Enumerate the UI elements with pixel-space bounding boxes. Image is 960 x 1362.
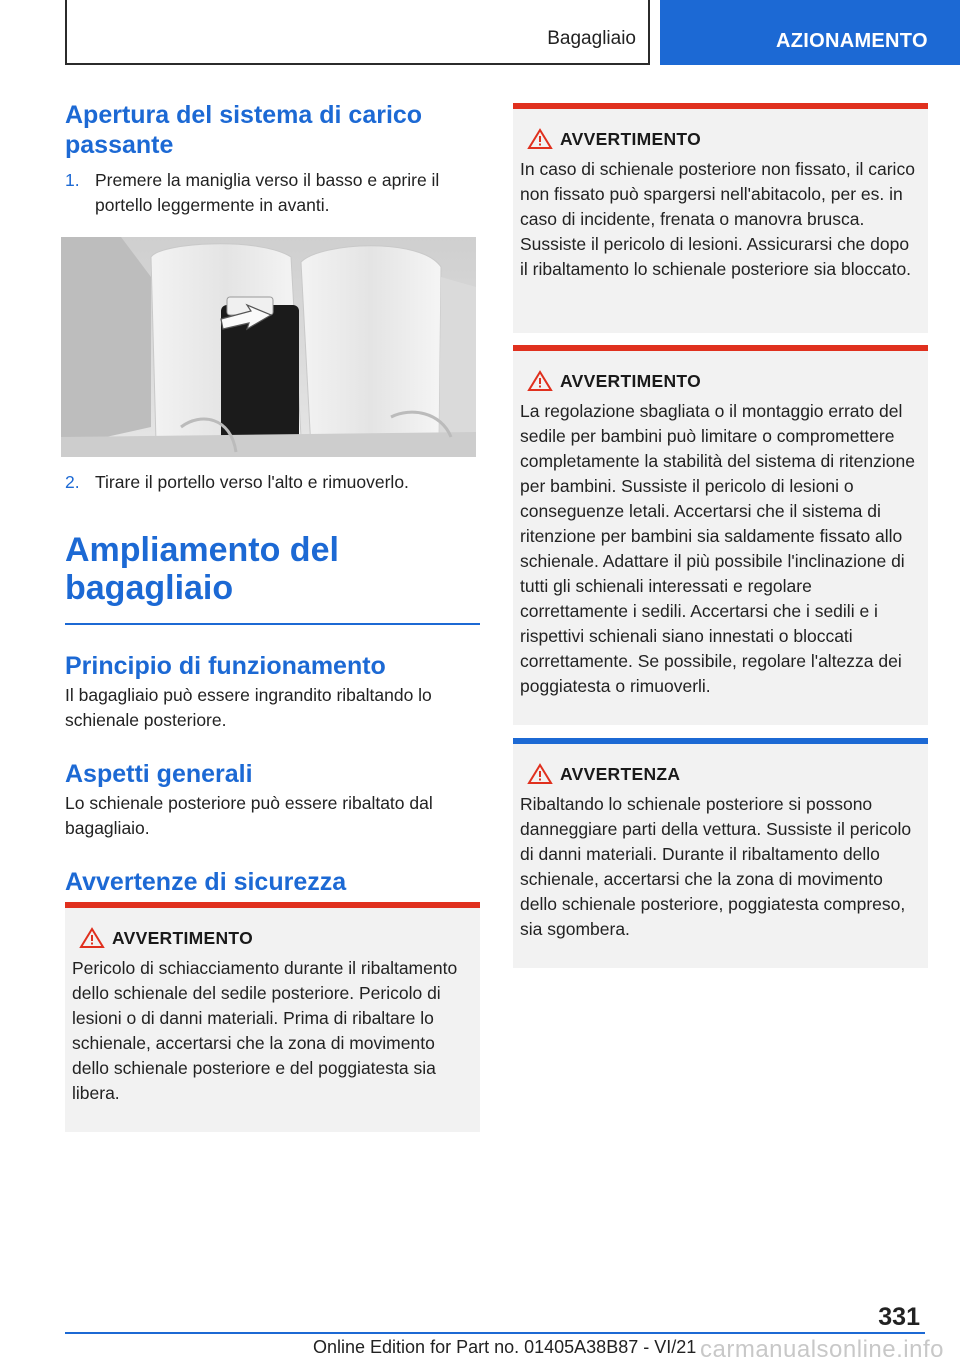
warning-text: Pericolo di schiacciamento durante il ribaltamento dello schienale del sedile posteriore. Pericolo di lesioni o di danni materiali. Prima di ribaltare lo schienale, accertarsi che la zona di movimento dello schienale posteriore e del poggiatesta sia libera.: [72, 958, 458, 1103]
step-1-text: Premere la maniglia verso il basso e aprire il portello leggermente in avanti.: [95, 170, 440, 215]
heading-loading-system: Apertura del sistema di carico passante: [65, 101, 423, 159]
general-text: Lo schienale posteriore può essere ribaltato dal bagagliaio.: [65, 793, 433, 838]
warning-triangle-icon: [527, 763, 553, 785]
warning-title: [72, 926, 472, 950]
warning-text: In caso di schienale posteriore non fissato, il carico non fissato può spargersi nell'abitacolo, per es. in caso di incidente, frenata o manovra brusca. Sussiste il pericolo di lesioni. Assicurarsi che dopo il ribaltamento lo schienale posteriore sia bloccato.: [520, 159, 915, 279]
heading-rule: [65, 623, 480, 625]
warning-box-4: [513, 738, 928, 968]
left-column-lower: [65, 470, 480, 897]
warning-triangle-icon: [79, 927, 105, 949]
warning-title: [520, 127, 920, 151]
warning-box-3: [513, 345, 928, 725]
warning-box-2: [513, 103, 928, 333]
warning-title: [520, 762, 920, 786]
footer-rule: [65, 1332, 925, 1334]
seat-illustration: [61, 237, 476, 457]
warning-title-text: AVVERTIMENTO: [560, 129, 702, 149]
heading-cargo-extension: Ampliamento del bagagliaio: [65, 531, 339, 607]
warning-text: La regolazione sbagliata o il montaggio errato del sedile per bambini può limitare o compromettere completamente la stabilità del sistema di ritenzione per bambini. Sussiste il pericolo di lesioni o conseguenze letali. Accertarsi che il sistema di ritenzione per bambini sia saldamente fissato allo schienale. Adattare il più possibile l'inclinazione di tutti gli schienali interessati e regolare correttamente i sedili. Accertarsi che i sedili e i rispettivi schienali siano innestati o bloccati correttamente. Se possibile, regolare l'altezza dei poggiatesta o rimuoverli.: [520, 401, 915, 696]
warning-title-text: AVVERTENZA: [560, 764, 681, 784]
header-frame: [65, 0, 650, 65]
warning-triangle-icon: [527, 370, 553, 392]
header-chapter-tab: AZIONAMENTO: [660, 0, 960, 65]
step-2: [65, 470, 480, 495]
warning-title: [520, 369, 920, 393]
step-1: [65, 168, 480, 218]
step-2-text: Tirare il portello verso l'alto e rimuoverlo.: [95, 472, 409, 492]
left-column: [65, 100, 480, 218]
heading-safety: Avvertenze di sicurezza: [65, 868, 347, 896]
warning-title-text: AVVERTIMENTO: [112, 928, 254, 948]
principle-text: Il bagagliaio può essere ingrandito ribaltando lo schienale posteriore.: [65, 685, 432, 730]
footer-watermark: carmanualsonline.info: [700, 1336, 944, 1362]
warning-text: Ribaltando lo schienale posteriore si possono danneggiare parti della vettura. Sussiste il pericolo di danni materiali. Durante il ribaltamento dello schienale, accertarsi che la zona di movimento dello schienale posteriore, poggiatesta compreso, sia sgombera.: [520, 794, 912, 939]
step-1-number: 1.: [65, 170, 80, 190]
warning-title-text: AVVERTIMENTO: [560, 371, 702, 391]
heading-general: Aspetti generali: [65, 760, 253, 788]
header-section-title: Bagagliaio: [547, 28, 636, 49]
footer-edition: Online Edition for Part no. 01405A38B87 - VI/21: [313, 1337, 697, 1357]
heading-principle: Principio di funzionamento: [65, 652, 386, 680]
step-2-number: 2.: [65, 472, 80, 492]
warning-box-1: [65, 902, 480, 1132]
seat-photo-icon: [61, 237, 476, 457]
page-number: 331: [878, 1303, 920, 1331]
warning-triangle-icon: [527, 128, 553, 150]
